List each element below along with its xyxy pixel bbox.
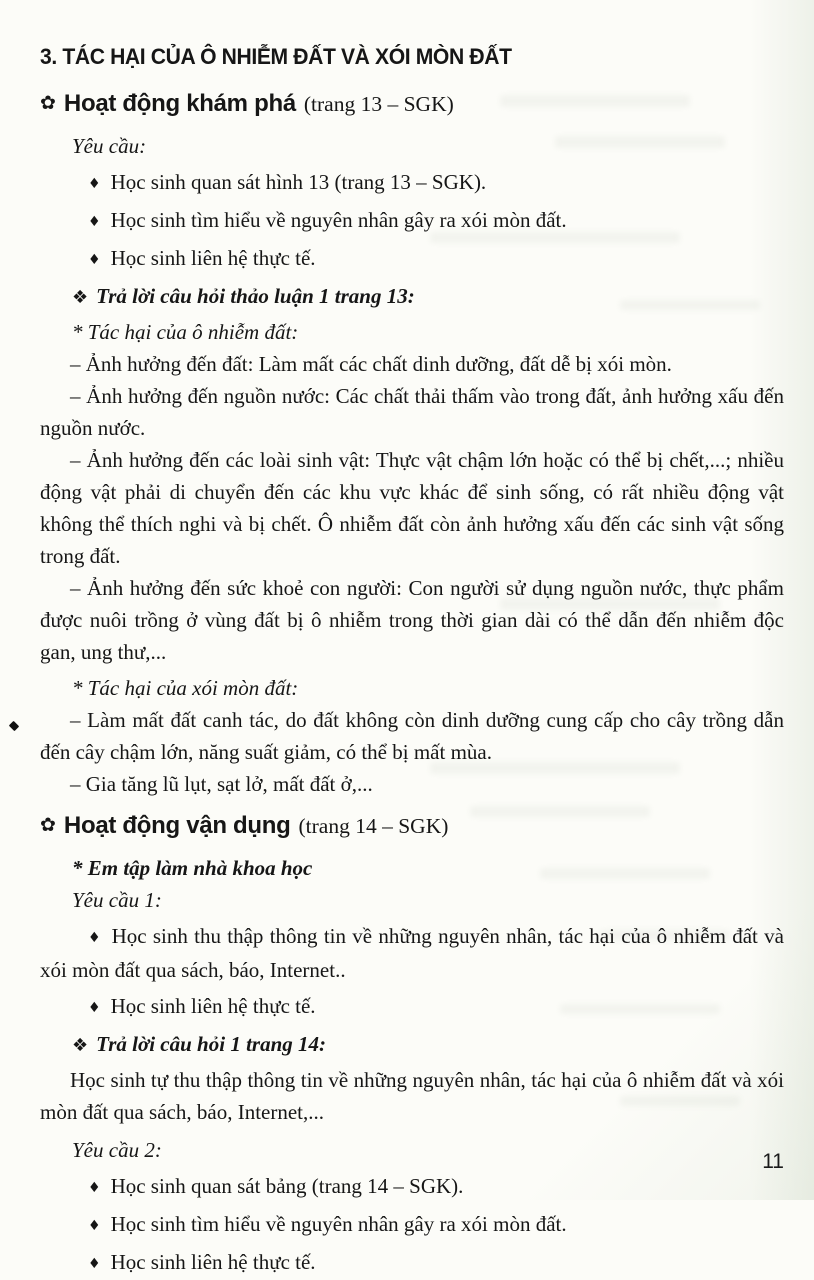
paragraph: – Ảnh hưởng đến các loài sinh vật: Thực vật chậm lớn hoặc có thể bị chết,...; nhiều động vật phải di chuyển đến các khu vực khác để sinh sống, có rất nhiều động vật không thể thích nghi và bị chết. Ô nhiễm đất còn ảnh hưởng xấu đến các sinh vật sống trong đất.	[40, 448, 784, 568]
list-item	[40, 1246, 784, 1280]
list-item-text: Học sinh quan sát bảng (trang 14 – SGK).	[110, 1174, 464, 1198]
flower-icon: ✿	[40, 92, 56, 114]
diamond-bullet-icon: ♦	[88, 252, 101, 268]
paragraph: Học sinh tự thu thập thông tin về những nguyên nhân, tác hại của ô nhiễm đất và xói mòn đất qua sách, báo, Internet,...	[40, 1068, 784, 1124]
list-item-text: Học sinh tìm hiểu về nguyên nhân gây ra xói mòn đất.	[110, 208, 567, 232]
subheading-soil-pollution: * Tác hại của ô nhiễm đất:	[72, 320, 299, 344]
list-item-text: Học sinh liên hệ thực tế.	[110, 994, 316, 1018]
activity-discover-heading	[40, 90, 784, 118]
paragraph: – Ảnh hưởng đến đất: Làm mất các chất dinh dưỡng, đất dễ bị xói mòn.	[70, 352, 672, 376]
diamond-bullet-icon: ♦	[88, 1000, 101, 1016]
list-item-text: Học sinh thu thập thông tin về những nguyên nhân, tác hại của ô nhiễm đất và xói mòn đất qua sách, báo, Internet..	[40, 924, 784, 982]
list-item	[40, 166, 784, 200]
activity-title: Hoạt động khám phá	[63, 90, 296, 117]
list-item-text: Học sinh quan sát hình 13 (trang 13 – SGK).	[110, 170, 487, 194]
subheading-scientist: * Em tập làm nhà khoa học	[72, 856, 313, 880]
answer-heading	[40, 1028, 784, 1062]
list-item-text: Học sinh liên hệ thực tế.	[110, 1250, 316, 1274]
diamond-bullet-icon: ♦	[88, 1180, 101, 1196]
answer-heading-text: Trả lời câu hỏi 1 trang 14:	[96, 1032, 326, 1056]
paragraph: – Ảnh hưởng đến nguồn nước: Các chất thải thấm vào trong đất, ảnh hưởng xấu đến nguồn nước.	[40, 384, 784, 440]
diamond-bullet-icon: ♦	[88, 214, 101, 230]
answer-heading-text: Trả lời câu hỏi thảo luận 1 trang 13:	[96, 284, 415, 308]
page-number: 11	[762, 1150, 784, 1173]
diamond-bullet-icon: ♦	[88, 176, 101, 192]
answer-heading	[40, 280, 784, 314]
list-item	[40, 1170, 784, 1204]
activity-page-ref: (trang 14 – SGK)	[298, 814, 449, 838]
list-item	[40, 242, 784, 276]
subheading-erosion: * Tác hại của xói mòn đất:	[72, 676, 299, 700]
four-diamond-icon: ❖	[72, 287, 89, 308]
paragraph: – Làm mất đất canh tác, do đất không còn dinh dưỡng cung cấp cho cây trồng dẫn đến cây chậm lớn, năng suất giảm, có thể bị mất mùa.	[40, 708, 784, 764]
section-heading: 3. TÁC HẠI CỦA Ô NHIỄM ĐẤT VÀ XÓI MÒN ĐẤT	[40, 44, 512, 69]
diamond-bullet-icon: ♦	[88, 930, 102, 946]
four-diamond-icon: ❖	[72, 1035, 89, 1056]
activity-title: Hoạt động vận dụng	[63, 812, 291, 839]
list-item-text: Học sinh tìm hiểu về nguyên nhân gây ra xói mòn đất.	[110, 1212, 567, 1236]
requirement-label: Yêu cầu:	[72, 134, 147, 158]
activity-page-ref: (trang 13 – SGK)	[303, 92, 454, 116]
list-item	[40, 990, 784, 1024]
list-item	[40, 1208, 784, 1242]
list-item-text: Học sinh liên hệ thực tế.	[110, 246, 316, 270]
paragraph: – Ảnh hưởng đến sức khoẻ con người: Con người sử dụng nguồn nước, thực phẩm được nuôi trồng ở vùng đất bị ô nhiễm trong thời gian dài có thể dẫn đến nhiễm độc gan, ung thư,...	[40, 576, 784, 664]
diamond-bullet-icon: ♦	[88, 1256, 101, 1272]
activity-apply-heading	[40, 812, 784, 840]
flower-icon: ✿	[40, 814, 56, 836]
requirement2-label: Yêu cầu 2:	[72, 1138, 162, 1162]
list-item	[40, 920, 784, 986]
list-item	[40, 204, 784, 238]
diamond-bullet-icon: ♦	[88, 1218, 101, 1234]
requirement1-label: Yêu cầu 1:	[72, 888, 162, 912]
paragraph: – Gia tăng lũ lụt, sạt lở, mất đất ở,...	[70, 772, 373, 796]
